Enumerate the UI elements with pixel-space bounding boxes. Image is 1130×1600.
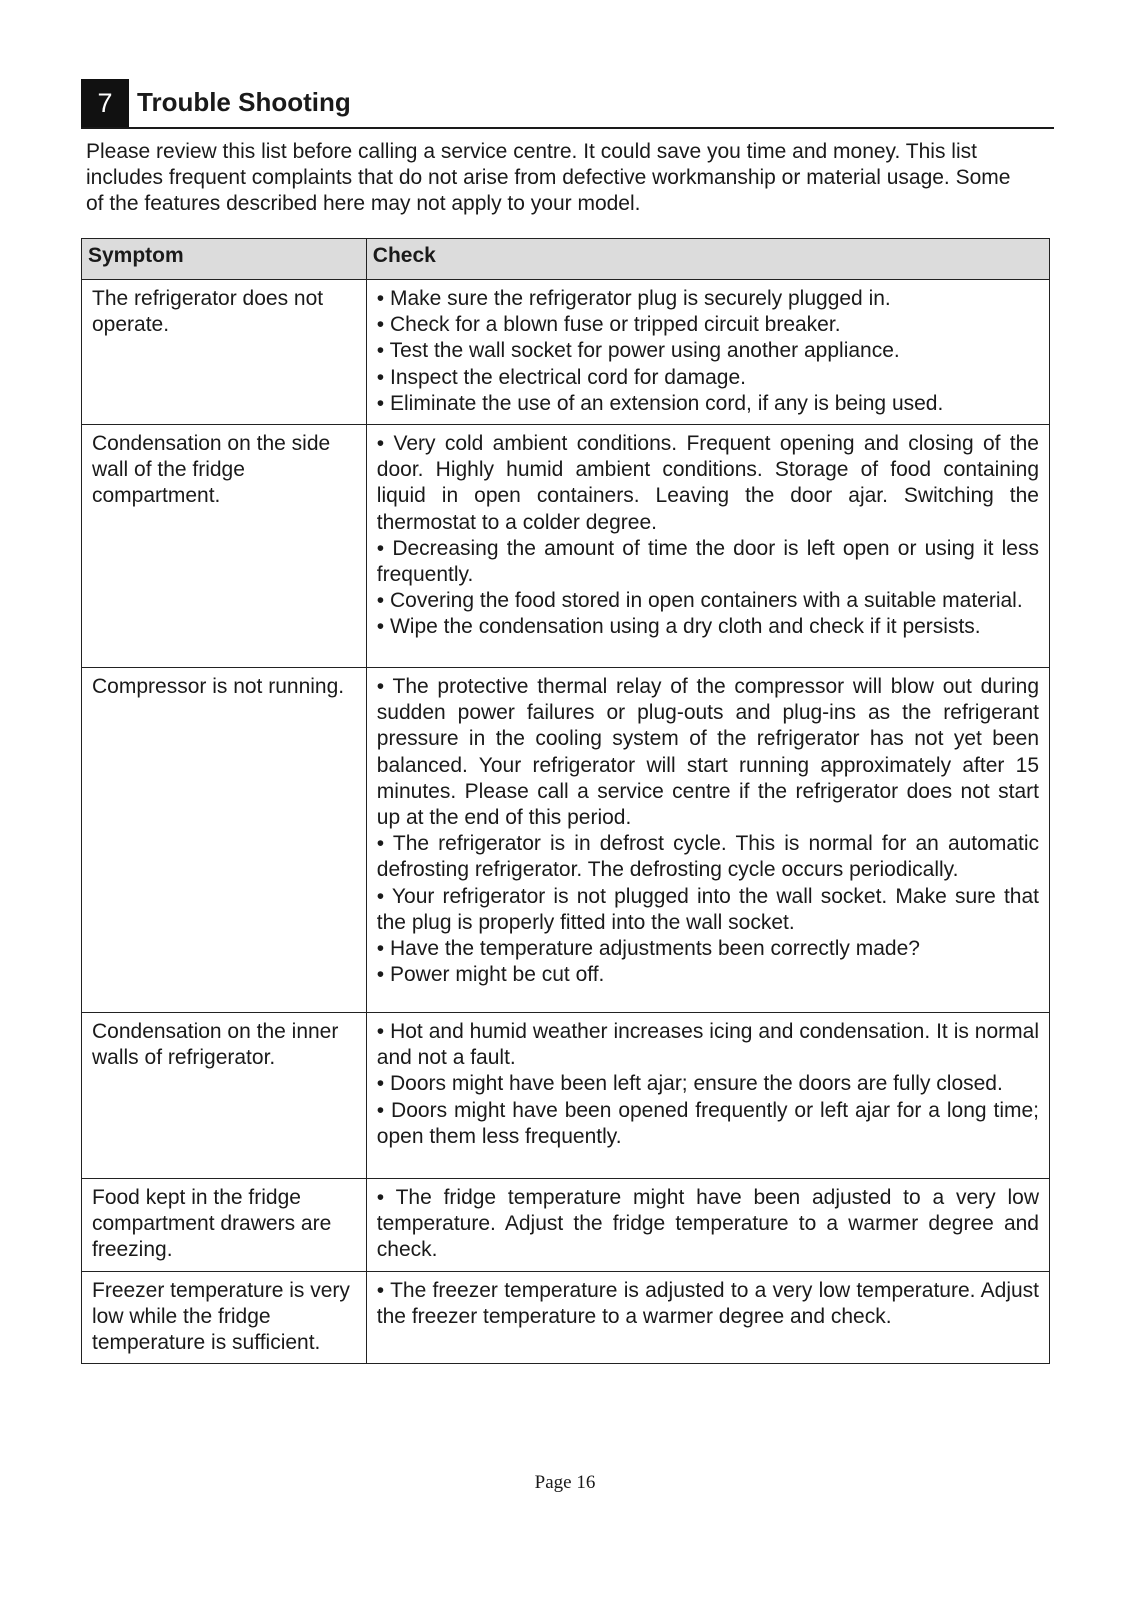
table-header-row <box>82 239 1050 280</box>
check-item: • Inspect the electrical cord for damage. <box>376 365 746 389</box>
check-cell <box>366 280 1049 425</box>
check-column-header: Check <box>366 239 1049 280</box>
check-item: • The protective thermal relay of the compressor will blow out during sudden power failures or plug-outs and plug-ins as the refrigerant pressure in the cooling system of the refrigerator has not yet been balanced. Your refrigerator will start running approximately after 15 minutes. Please call a service centre if the refrigerator does not start up at the end of this period. <box>376 675 1039 830</box>
check-cell <box>366 425 1049 668</box>
table-row <box>82 1271 1050 1364</box>
table-row <box>82 1179 1050 1272</box>
check-cell <box>366 1179 1049 1272</box>
check-item: • Doors might have been left ajar; ensure the doors are fully closed. <box>376 1072 1003 1096</box>
symptom-cell: Compressor is not running. <box>82 668 367 1013</box>
troubleshooting-table <box>81 238 1050 1364</box>
table-row <box>82 1013 1050 1179</box>
check-item: • Wipe the condensation using a dry cloth and check if it persists. <box>376 615 981 639</box>
table-row <box>82 425 1050 668</box>
check-item: • Decreasing the amount of time the door is left open or using it less frequently. <box>376 536 1039 587</box>
check-item: • Check for a blown fuse or tripped circuit breaker. <box>376 313 841 337</box>
check-item: • Test the wall socket for power using another appliance. <box>376 339 900 363</box>
check-item: • Your refrigerator is not plugged into the wall socket. Make sure that the plug is properly fitted into the wall socket. <box>376 884 1039 934</box>
table-row <box>82 668 1050 1013</box>
check-item: • Make sure the refrigerator plug is securely plugged in. <box>376 287 891 310</box>
check-cell <box>366 1271 1049 1364</box>
intro-paragraph: Please review this list before calling a service centre. It could save you time and money. This list includes frequent complaints that do not arise from defective workmanship or material usage. Some of the features described here may not apply to your model. <box>86 140 1011 215</box>
section-header <box>81 79 1054 129</box>
symptom-cell: Freezer temperature is very low while the fridge temperature is sufficient. <box>82 1271 367 1364</box>
check-item: • Doors might have been opened frequently or left ajar for a long time; open them less frequently. <box>376 1098 1039 1148</box>
check-item: • Covering the food stored in open containers with a suitable material. <box>376 589 1023 613</box>
check-item: • The refrigerator is in defrost cycle. This is normal for an automatic defrosting refrigerator. The defrosting cycle occurs periodically. <box>376 832 1039 882</box>
check-item: • Very cold ambient conditions. Frequent opening and closing of the door. Highly humid ambient conditions. Storage of food containing liquid in open containers. Leaving the door ajar. Switching the thermostat to a colder degree. <box>376 432 1039 534</box>
check-item: • The freezer temperature is adjusted to a very low temperature. Adjust the freezer temperature to a warmer degree and check. <box>376 1278 1039 1328</box>
symptom-cell: Food kept in the fridge compartment drawers are freezing. <box>82 1179 367 1272</box>
check-cell <box>366 668 1049 1013</box>
section-title: Trouble Shooting <box>137 87 351 117</box>
page-number: Page 16 <box>534 1472 596 1493</box>
check-item: • Eliminate the use of an extension cord, if any is being used. <box>376 391 944 415</box>
symptom-cell: Condensation on the side wall of the fridge compartment. <box>82 425 367 668</box>
section-number: 7 <box>81 79 129 127</box>
symptom-cell: Condensation on the inner walls of refrigerator. <box>82 1013 367 1179</box>
table-row <box>82 280 1050 425</box>
check-item: • Hot and humid weather increases icing and condensation. It is normal and not a fault. <box>376 1020 1039 1070</box>
check-item: • Power might be cut off. <box>376 963 605 987</box>
check-item: • Have the temperature adjustments been correctly made? <box>376 937 920 961</box>
symptom-column-header: Symptom <box>82 239 367 280</box>
check-item: • The fridge temperature might have been adjusted to a very low temperature. Adjust the fridge temperature to a warmer degree and check. <box>376 1186 1039 1262</box>
symptom-cell: The refrigerator does not operate. <box>82 280 367 425</box>
check-cell <box>366 1013 1049 1179</box>
